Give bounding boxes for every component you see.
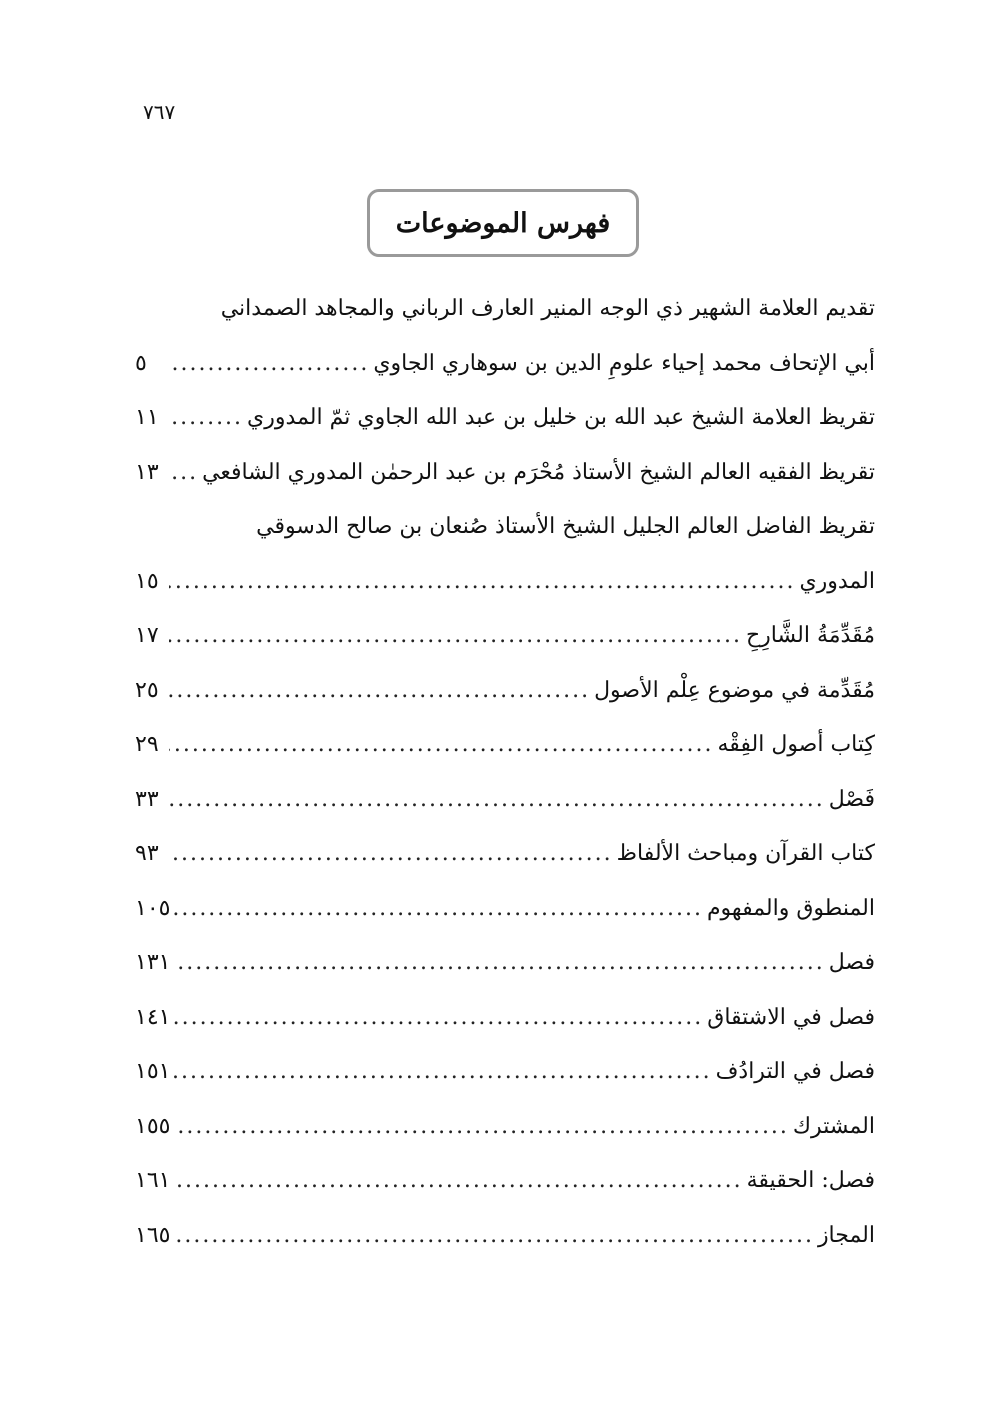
toc-entry [135,882,875,937]
toc-entry-title: فَصْل [828,786,875,812]
toc-entry-title: المنطوق والمفهوم [706,895,875,921]
dot-leader [169,395,243,441]
toc-entry-page: ١٧ [135,623,159,649]
toc-entry-page: ٢٥ [135,677,159,703]
toc-entry [135,337,875,392]
toc-entry-title: المجاز [817,1222,875,1248]
dot-leader [174,886,702,932]
toc-entry [135,936,875,991]
toc-entry-title: مُقَدِّمَةُ الشَّارِحِ [745,623,875,649]
dot-leader [169,559,795,605]
dot-leader [169,613,742,659]
toc-entry [135,1209,875,1264]
toc-entry-page: ١٣١ [135,950,171,976]
dot-leader [174,995,703,1041]
toc-entry [135,773,875,828]
toc-entry-title: كِتاب أصول الفِقْه [717,732,875,758]
toc-entry [135,991,875,1046]
toc-entry-page: ١١ [135,405,159,431]
toc-entry-page: ٥ [135,350,147,376]
dot-leader [169,341,369,387]
toc-entry-page: ١٥٥ [135,1113,171,1139]
toc-entry-title: تقريظ الفاضل العالم الجليل الشيخ الأستاذ صُنعان بن صالح الدسوقي [256,514,875,540]
toc-entry [135,500,875,555]
toc-entry-title: تقديم العلامة الشهير ذي الوجه المنير العارف الرباني والمجاهد الصمداني [220,296,875,322]
toc-entry [135,718,875,773]
toc-entry-page: ١٠٥ [135,895,171,921]
toc-entry [135,1045,875,1100]
page-number: ٧٦٧ [143,100,176,124]
toc-entry-page: ٣٣ [135,786,159,812]
toc-entry-title: المدوري [799,568,875,594]
toc-entry-page: ١٦١ [135,1168,171,1194]
toc-entry-title: كتاب القرآن ومباحث الألفاظ [616,841,875,867]
toc-entry-page: ١٤١ [135,1004,171,1030]
dot-leader [169,722,713,768]
toc-entry-title: فصل في الترادُف [715,1059,875,1085]
toc-entry [135,1100,875,1155]
toc-entry [135,1154,875,1209]
toc-entry-title: فصل: الحقيقة [746,1168,875,1194]
toc-entry-page: ١٦٥ [135,1222,171,1248]
toc-entry [135,827,875,882]
toc-entry-title: مُقَدِّمة في موضوع عِلْم الأصول [594,677,875,703]
toc-entry-page: ١٥١ [135,1059,171,1085]
toc-entry-title: المشترك [792,1113,875,1139]
toc-entry-title: تقريظ العلامة الشيخ عبد الله بن خليل بن عبد الله الجاوي ثمّ المدوري [247,405,875,431]
toc-entry-page: ١٥ [135,568,159,594]
toc-entry-title: فصل في الاشتقاق [707,1004,875,1030]
dot-leader [174,1213,813,1259]
toc-entry [135,609,875,664]
toc-entry-page: ٢٩ [135,732,159,758]
dot-leader [174,1049,711,1095]
table-of-contents [135,282,875,1263]
dot-leader [174,940,824,986]
dot-leader [169,450,198,496]
dot-leader [174,1104,788,1150]
toc-entry [135,282,875,337]
toc-entry [135,555,875,610]
toc-entry [135,664,875,719]
toc-entry-title: فصل [828,950,875,976]
dot-leader [174,1158,742,1204]
toc-entry-page: ٩٣ [135,841,159,867]
toc-entry-title: أبي الإتحاف محمد إحياء علومِ الدين بن سوهاري الجاوي [373,350,875,376]
page-title: فهرس الموضوعات [367,189,639,257]
dot-leader [169,831,613,877]
dot-leader [169,777,825,823]
toc-entry [135,391,875,446]
dot-leader [169,668,590,714]
toc-entry [135,446,875,501]
toc-entry-page: ١٣ [135,459,159,485]
toc-entry-title: تقريظ الفقيه العالم الشيخ الأستاذ مُحْرَم بن عبد الرحمٰن المدوري الشافعي [202,459,875,485]
